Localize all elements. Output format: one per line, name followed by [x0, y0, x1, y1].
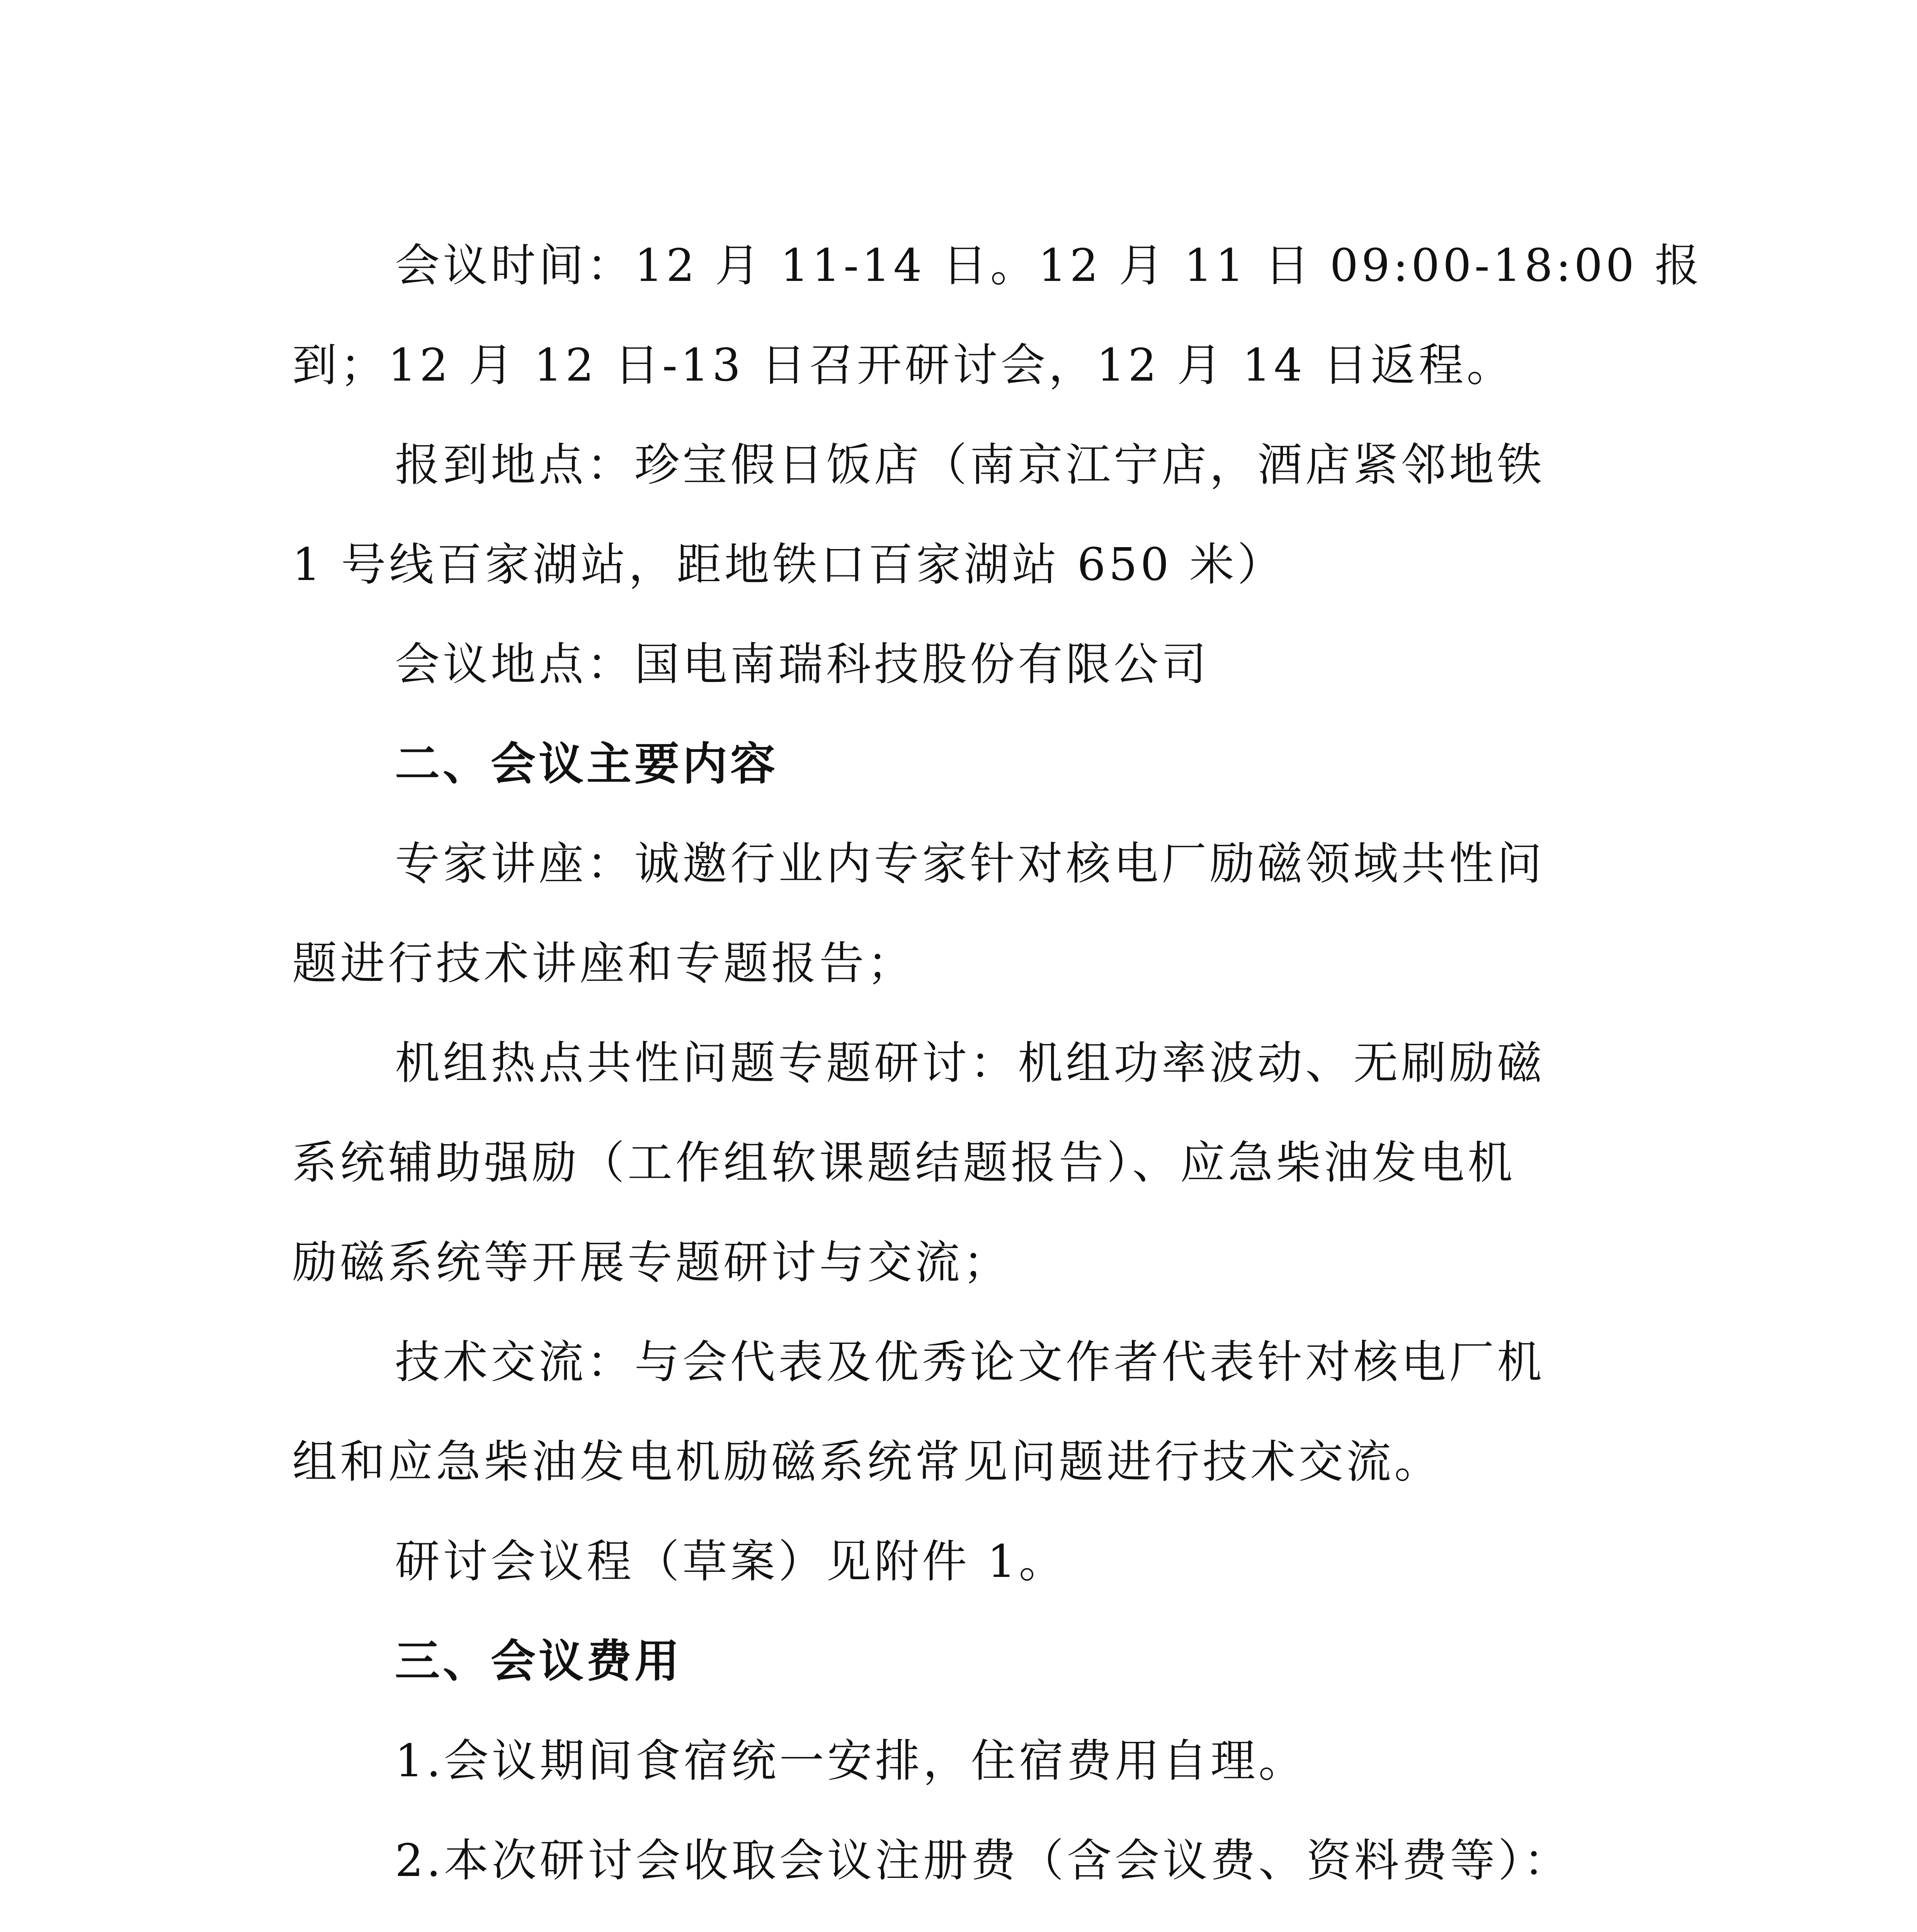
technical-exchange-line-1: 技术交流：与会代表及优秀论文作者代表针对核电厂机 — [395, 1336, 1545, 1388]
meeting-time-line-2: 到；12 月 12 日-13 日召开研讨会，12 月 14 日返程。 — [292, 339, 1515, 391]
expert-lecture-line-2: 题进行技术讲座和专题报告； — [292, 937, 915, 990]
registration-location-line-1: 报到地点：珍宝假日饭店（南京江宁店，酒店紧邻地铁 — [395, 439, 1545, 491]
agenda-reference: 研讨会议程（草案）见附件 1。 — [395, 1536, 1067, 1588]
meeting-location: 会议地点：国电南瑞科技股份有限公司 — [395, 638, 1209, 690]
hot-topic-line-3: 励磁系统等开展专题研讨与交流； — [292, 1236, 1011, 1289]
fee-item-2-line-1: 2.本次研讨会收取会议注册费（含会议费、资料费等）： — [395, 1835, 1572, 1887]
technical-exchange-line-2: 组和应急柴油发电机励磁系统常见问题进行技术交流。 — [292, 1436, 1442, 1488]
section-heading-main-content: 二、会议主要内容 — [395, 738, 778, 790]
fee-item-1: 1.会议期间食宿统一安排，住宿费用自理。 — [395, 1735, 1306, 1787]
section-heading-meeting-fees: 三、会议费用 — [395, 1635, 682, 1687]
meeting-time-line-1: 会议时间：12 月 11-14 日。12 月 11 日 09:00-18:00 报 — [395, 240, 1703, 292]
expert-lecture-line-1: 专家讲座：诚邀行业内专家针对核电厂励磁领域共性问 — [395, 838, 1545, 890]
hot-topic-line-1: 机组热点共性问题专题研讨：机组功率波动、无刷励磁 — [395, 1037, 1545, 1089]
registration-location-line-2: 1 号线百家湖站，距地铁口百家湖站 650 米） — [292, 539, 1285, 591]
hot-topic-line-2: 系统辅助强励（工作组软课题结题报告）、应急柴油发电机 — [292, 1137, 1516, 1189]
